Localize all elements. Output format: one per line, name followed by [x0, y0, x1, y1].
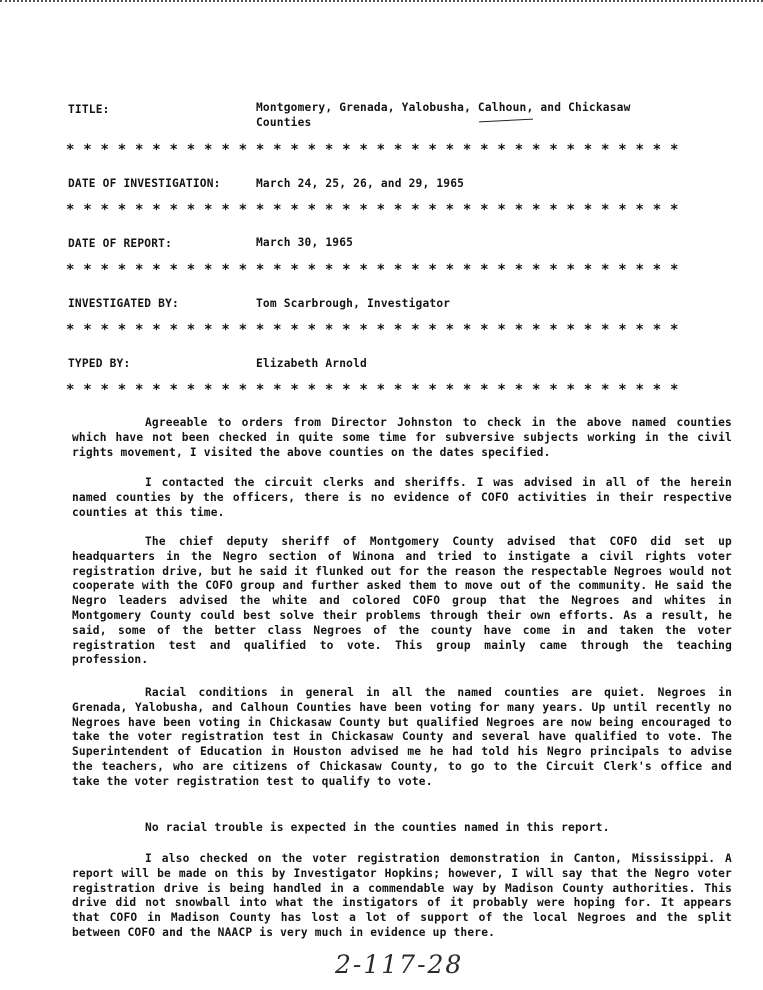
investigation-date-value: March 24, 25, 26, and 29, 1965 [256, 177, 465, 190]
investigated-by-value: Tom Scarbrough, Investigator [256, 297, 451, 310]
paragraph-2: I contacted the circuit clerks and sheriffs. I was advised in all of the herein named counties by the officers, there is no evidence of COFO activities in their respective counties at this time. [72, 476, 732, 519]
separator-3: * * * * * * * * * * * * * * * * * * * * * * * * * * * * * * * * * * * * [66, 262, 679, 278]
top-dotted-border [0, 0, 763, 6]
separator-4: * * * * * * * * * * * * * * * * * * * * * * * * * * * * * * * * * * * * [66, 322, 679, 338]
title-value: Montgomery, Grenada, Yalobusha, Calhoun, and Chickasaw Counties [256, 101, 631, 129]
paragraph-5: No racial trouble is expected in the counties named in this report. [145, 821, 610, 834]
typed-by-label: TYPED BY: [68, 357, 131, 370]
separator-1: * * * * * * * * * * * * * * * * * * * * * * * * * * * * * * * * * * * * [66, 142, 679, 158]
typed-by-value: Elizabeth Arnold [256, 357, 367, 370]
investigated-by-label: INVESTIGATED BY: [68, 297, 179, 310]
report-date-label: DATE OF REPORT: [68, 237, 173, 250]
paragraph-3: The chief deputy sheriff of Montgomery County advised that COFO did set up headquarters in the Negro section of Winona and tried to instigate a civil rights voter registration drive, but he said it flunked out for the reason the respectable Negroes would not cooperate with the COFO group and further asked them to move out of the community. He said the Negro leaders advised the white and colored COFO group that the Negroes and whites in Montgomery County could best solve their problems through their own efforts. As a result, he said, some of the better class Negroes of the county have come in and taken the voter registration test and qualified to vote. This group mainly came through the teaching profession. [72, 535, 732, 667]
title-label: TITLE: [68, 103, 110, 116]
separator-5: * * * * * * * * * * * * * * * * * * * * * * * * * * * * * * * * * * * * [66, 382, 679, 398]
paragraph-1: Agreeable to orders from Director Johnston to check in the above named counties which have not been checked in quite some time for subversive subjects working in the civil rights movement, I visited the above counties on the dates specified. [72, 416, 732, 459]
paragraph-4: Racial conditions in general in all the named counties are quiet. Negroes in Grenada, Yalobusha, and Calhoun Counties have been voting for many years. Up until recently no Negroes have been voting in Chickasaw County but qualified Negroes are now being encouraged to take the voter registration test in Chickasaw County and several have qualified to vote. The Superintendent of Education in Houston advised me he had told his Negro principals to advise the teachers, who are citizens of Chickasaw County, to go to the Circuit Clerk's office and take the voter registration test to qualify to vote. [72, 686, 732, 788]
report-date-value: March 30, 1965 [256, 236, 354, 249]
investigation-date-label: DATE OF INVESTIGATION: [68, 177, 221, 190]
separator-2: * * * * * * * * * * * * * * * * * * * * * * * * * * * * * * * * * * * * [66, 202, 679, 218]
paragraph-6: I also checked on the voter registration demonstration in Canton, Mississippi. A report will be made on this by Investigator Hopkins; however, I will say that the Negro voter registration drive is being handled in a commendable way by Madison County authorities. This drive did not snowball into what the instigators of it probably were hoping for. It appears that COFO in Madison County has lost a lot of support of the local Negroes and the split between COFO and the NAACP is very much in evidence up there. [72, 852, 732, 939]
handwritten-file-number: 2-117-28 [335, 950, 464, 979]
